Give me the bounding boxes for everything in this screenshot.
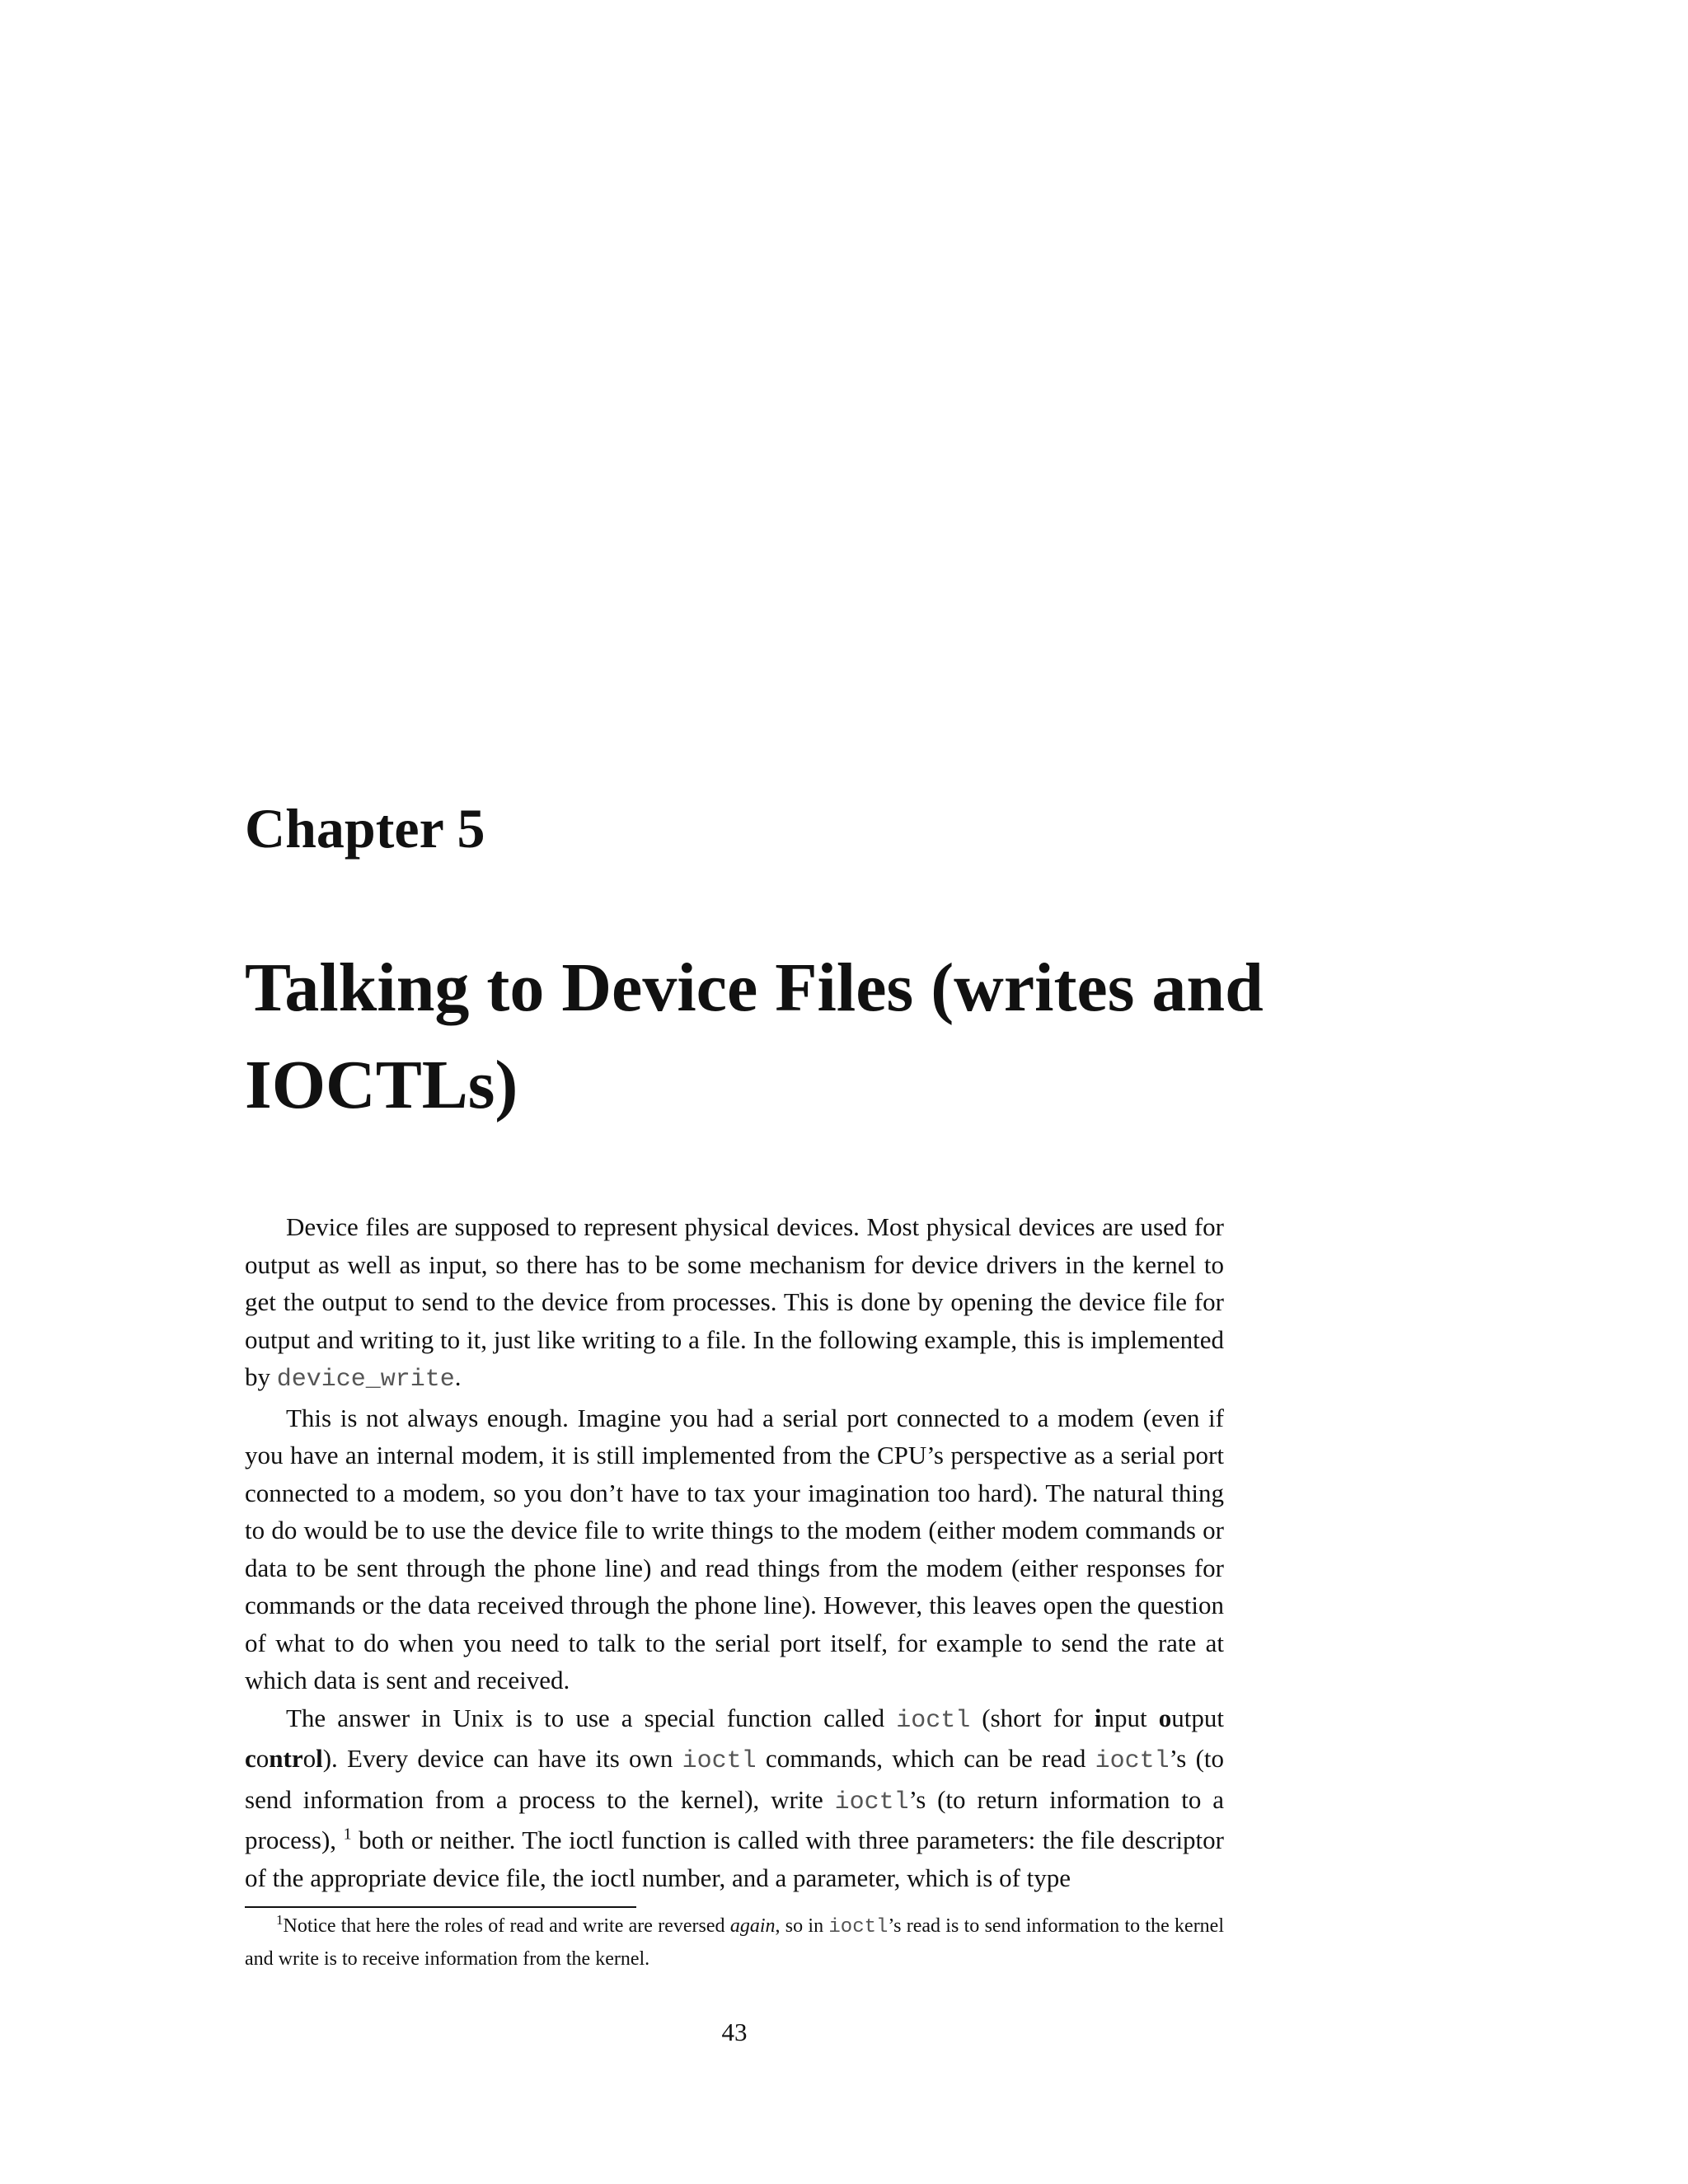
bold-letter: r [291,1744,303,1773]
code-ioctl: ioctl [896,1706,971,1735]
code-ioctl: ioctl [828,1916,889,1938]
code-ioctl: ioctl [834,1788,909,1816]
paragraph-serial-port: This is not always enough. Imagine you had a serial port connected to a modem (even if you have an internal modem, it is still implemented from the CPU’s perspective as a serial port connected to a modem, so you don’t have to tax your imagination too hard). The natural thing to do would be to use the device file to write things to the modem (either modem commands or data to be sent through the phone line) and read things from the modem (either responses for commands or the data received through the phone line). However, this leaves open the question of what to do when you need to talk to the serial port itself, for example to send the rate at which data is sent and received. [245,1403,1224,1694]
footnote-mark: 1 [276,1912,284,1928]
p1-text-a: Device files are supposed to represent physical devices. Most physical devices are used for output as well as input, so there has to be some mechanism for device drivers in the kernel to get the output to send to the device from processes. This is done by opening the device file for output and writing to it, just like writing to a file. In the following example, this is implemented by [245,1212,1224,1391]
p3-text-a: The answer in Unix is to use a special function called [286,1703,897,1732]
p3-text-c: nput [1101,1703,1159,1732]
paragraph-ioctl [245,1699,1224,1897]
bold-letter: l [316,1744,323,1773]
footnote-reference[interactable]: 1 [343,1825,352,1844]
footnote-divider [245,1906,636,1908]
chapter-label: Chapter 5 [245,797,485,860]
p3-text-h: commands, which can be read [756,1744,1095,1773]
chapter-title: Talking to Device Files (writes and IOCTLs) [245,949,1264,1123]
bold-letter: i [1094,1703,1102,1732]
bold-letter: c [245,1744,256,1773]
footnote [245,1910,1224,1975]
code-ioctl: ioctl [682,1747,757,1775]
p1-text-b: . [454,1362,462,1391]
p3-text-e: o [256,1744,270,1773]
footnote-text-c: ’s read is to send information to the kernel and write is to receive information from the kernel. [245,1915,1225,1970]
code-ioctl: ioctl [1095,1747,1170,1775]
p3-text-b: (short for [970,1703,1095,1732]
bold-letter: n [269,1744,284,1773]
code-device-write: device_write [276,1366,455,1394]
p3-text-g: ). Every device can have its own [322,1744,682,1773]
p3-text-j: ’s (to return information to a process), [245,1784,1224,1854]
page-number: 43 [721,2018,748,2046]
footnote-emphasis: again [729,1915,776,1937]
footnote-text-a: Notice that here the roles of read and write are reversed [283,1915,730,1937]
bold-letter: o [1158,1703,1172,1732]
paragraph-device-files [245,1208,1224,1399]
p3-text-d: utput [1171,1703,1224,1732]
p3-text-k: both or neither. The ioctl function is called with three parameters: the file descriptor of the appropriate device file, the ioctl number, and a parameter, which is of type [245,1825,1224,1892]
p3-text-f: o [302,1744,316,1773]
bold-letter: t [283,1744,292,1773]
p3-text-i: ’s (to send information from a process to the kernel), write [245,1744,1225,1814]
body-text [245,1208,1224,1896]
footnote-text-b: , so in [775,1915,829,1937]
